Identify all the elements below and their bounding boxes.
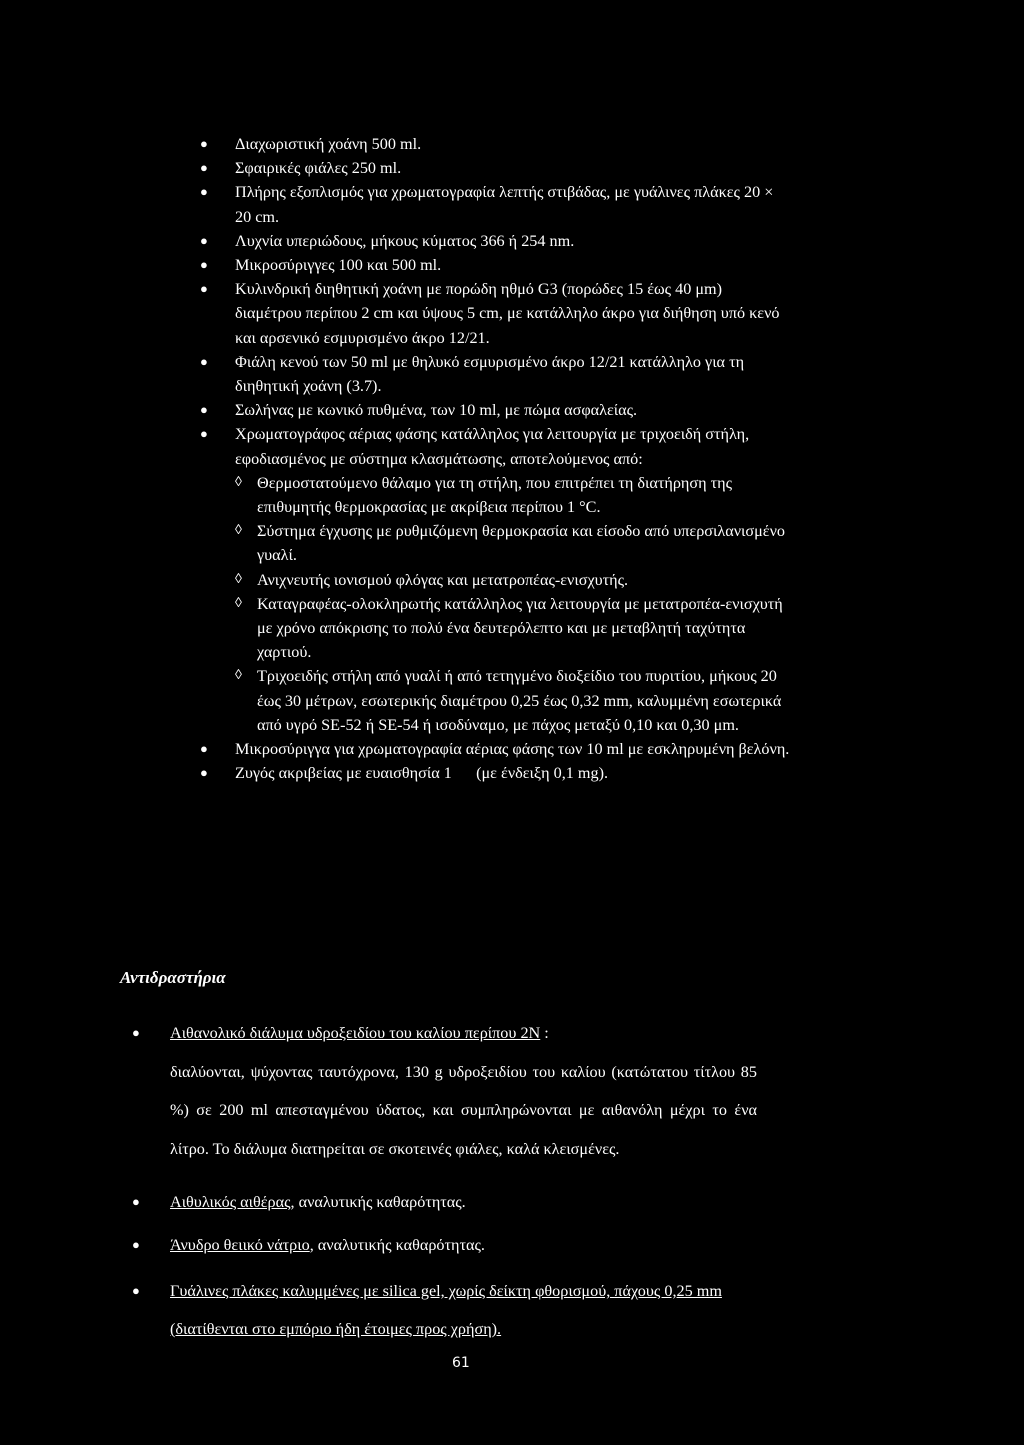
bullet-icon: ● xyxy=(200,136,208,151)
gc-list-item xyxy=(200,422,790,737)
bullet-icon: ● xyxy=(132,1194,140,1209)
list-item: ● Μικροσύριγγες 100 και 500 ml. xyxy=(200,253,790,277)
bullet-icon: ● xyxy=(200,402,208,418)
bullet-icon: ● xyxy=(200,232,208,248)
diamond-icon: ◊ xyxy=(235,523,242,539)
bullet-icon: ● xyxy=(200,281,208,297)
bullet-icon: ● xyxy=(200,184,208,200)
equipment-list xyxy=(200,132,790,785)
list-item: ● Σφαιρικές φιάλες 250 ml. xyxy=(200,156,790,180)
reagent-item: ● Αιθυλικός αιθέρας, αναλυτικής καθαρότητας. xyxy=(132,1190,757,1214)
reagent-item: ● Αιθανολικό διάλυμα υδροξειδίου του καλίου περίπου 2N : διαλύονται, ψύχοντας ταυτόχρονα, 130 g υδροξειδίου του καλίου (κατώτατου τίτλου 85 %) σε 200 ml απεσταγμένου ύδατος, και συμπληρώνονται με αιθανόλη μέχρι το ένα λίτρο. Το διάλυμα διατηρείται σε σκοτεινές φιάλες, καλά κλεισμένες. xyxy=(132,1014,757,1168)
reagent-name: Αιθυλικός αιθέρας xyxy=(170,1193,291,1211)
list-item: ● Ζυγός ακριβείας με ευαισθησία 1 (με ένδειξη 0,1 mg). xyxy=(200,761,790,785)
gc-sub-item: ◊ Καταγραφέας-ολοκληρωτής κατάλληλος για λειτουργία με μετατροπέα-ενισχυτή με χρόνο απόκρισης το πολύ ένα δευτερόλεπτο και με μεταβλητή ταχύτητα χαρτιού. xyxy=(235,592,790,665)
gc-intro: Χρωματογράφος αέριας φάσης κατάλληλος για λειτουργία με τριχοειδή στήλη, εφοδιασμένος με σύστημα κλασμάτωσης, αποτελούμενος από: xyxy=(235,425,750,468)
bullet-icon: ● xyxy=(200,765,208,781)
reagent-name: Άνυδρο θειικό νάτριο xyxy=(170,1236,310,1254)
list-item: ● Πλήρης εξοπλισμός για χρωματογραφία λεπτής στιβάδας, με γυάλινες πλάκες 20 × 20 cm. xyxy=(200,180,790,228)
bullet-icon: ● xyxy=(132,1237,140,1252)
bullet-icon: ● xyxy=(132,1025,140,1040)
list-item: ● Κυλινδρική διηθητική χοάνη με πορώδη ηθμό G3 (πορώδες 15 έως 40 μm) διαμέτρου περίπου 2 cm και ύψους 5 cm, με κατάλληλο άκρο για διήθηση υπό κενό και αρσενικό εσμυρισμένο άκρο 12/21. xyxy=(200,277,790,350)
list-item: ● Φιάλη κενού των 50 ml με θηλυκό εσμυρισμένο άκρο 12/21 κατάλληλο για τη διηθητική χοάνη (3.7). xyxy=(200,350,790,398)
list-item: ● Μικροσύριγγα για χρωματογραφία αέριας φάσης των 10 ml με εσκληρυμένη βελόνη. xyxy=(200,737,790,761)
bullet-icon: ● xyxy=(200,160,208,176)
reagents-heading: Αντιδραστήρια xyxy=(120,968,226,987)
list-item: ● Διαχωριστική χοάνη 500 ml. xyxy=(200,132,790,156)
bullet-icon: ● xyxy=(200,426,208,442)
gc-sub-item: ◊ Τριχοειδής στήλη από γυαλί ή από τετηγμένο διοξείδιο του πυριτίου, μήκους 20 έως 30 μέτρων, εσωτερικής διαμέτρου 0,25 έως 0,32 mm, καλυμμένη εσωτερικά από υγρό SE-52 ή SE-54 ή ισοδύναμο, με πάχος μεταξύ 0,10 και 0,30 μm. xyxy=(235,664,790,737)
bullet-icon: ● xyxy=(200,741,208,757)
diamond-icon: ◊ xyxy=(235,668,242,684)
page-number: 61 xyxy=(452,1355,470,1371)
bullet-icon: ● xyxy=(132,1283,140,1298)
bullet-icon: ● xyxy=(200,353,208,369)
diamond-icon: ◊ xyxy=(235,474,242,490)
gc-sub-item: ◊ Σύστημα έγχυσης με ρυθμιζόμενη θερμοκρασία και είσοδο από υπερσιλανισμένο γυαλί. xyxy=(235,519,790,567)
bullet-icon: ● xyxy=(200,257,208,273)
diamond-icon: ◊ xyxy=(235,571,242,587)
list-item: ● Σωλήνας με κωνικό πυθμένα, των 10 ml, με πώμα ασφαλείας. xyxy=(200,398,790,422)
reagent-description: διαλύονται, ψύχοντας ταυτόχρονα, 130 g υδροξειδίου του καλίου (κατώτατου τίτλου 85 %) σε 200 ml απεσταγμένου ύδατος, και συμπληρώνονται με αιθανόλη μέχρι το ένα λίτρο. Το διάλυμα διατηρείται σε σκοτεινές φιάλες, καλά κλεισμένες. xyxy=(170,1062,757,1158)
gc-sub-item: ◊ Ανιχνευτής ιονισμού φλόγας και μετατροπέας-ενισχυτής. xyxy=(235,568,790,592)
reagent-item: ● Άνυδρο θειικό νάτριο, αναλυτικής καθαρότητας. xyxy=(132,1233,757,1257)
gc-sub-item: ◊ Θερμοστατούμενο θάλαμο για τη στήλη, που επιτρέπει τη διατήρηση της επιθυμητής θερμοκρασίας με ακρίβεια περίπου 1 °C. xyxy=(235,471,790,519)
reagent-description: Γυάλινες πλάκες καλυμμένες με silica gel, χωρίς δείκτη φθορισμού, πάχους 0,25 mm (διατίθενται στο εμπόριο ήδη έτοιμες προς χρήση). xyxy=(170,1282,722,1338)
reagent-name: Αιθανολικό διάλυμα υδροξειδίου του καλίου περίπου 2N xyxy=(170,1024,541,1042)
list-item: ● Λυχνία υπεριώδους, μήκους κύματος 366 ή 254 nm. xyxy=(200,229,790,253)
reagent-item xyxy=(132,1272,757,1348)
diamond-icon: ◊ xyxy=(235,595,242,611)
